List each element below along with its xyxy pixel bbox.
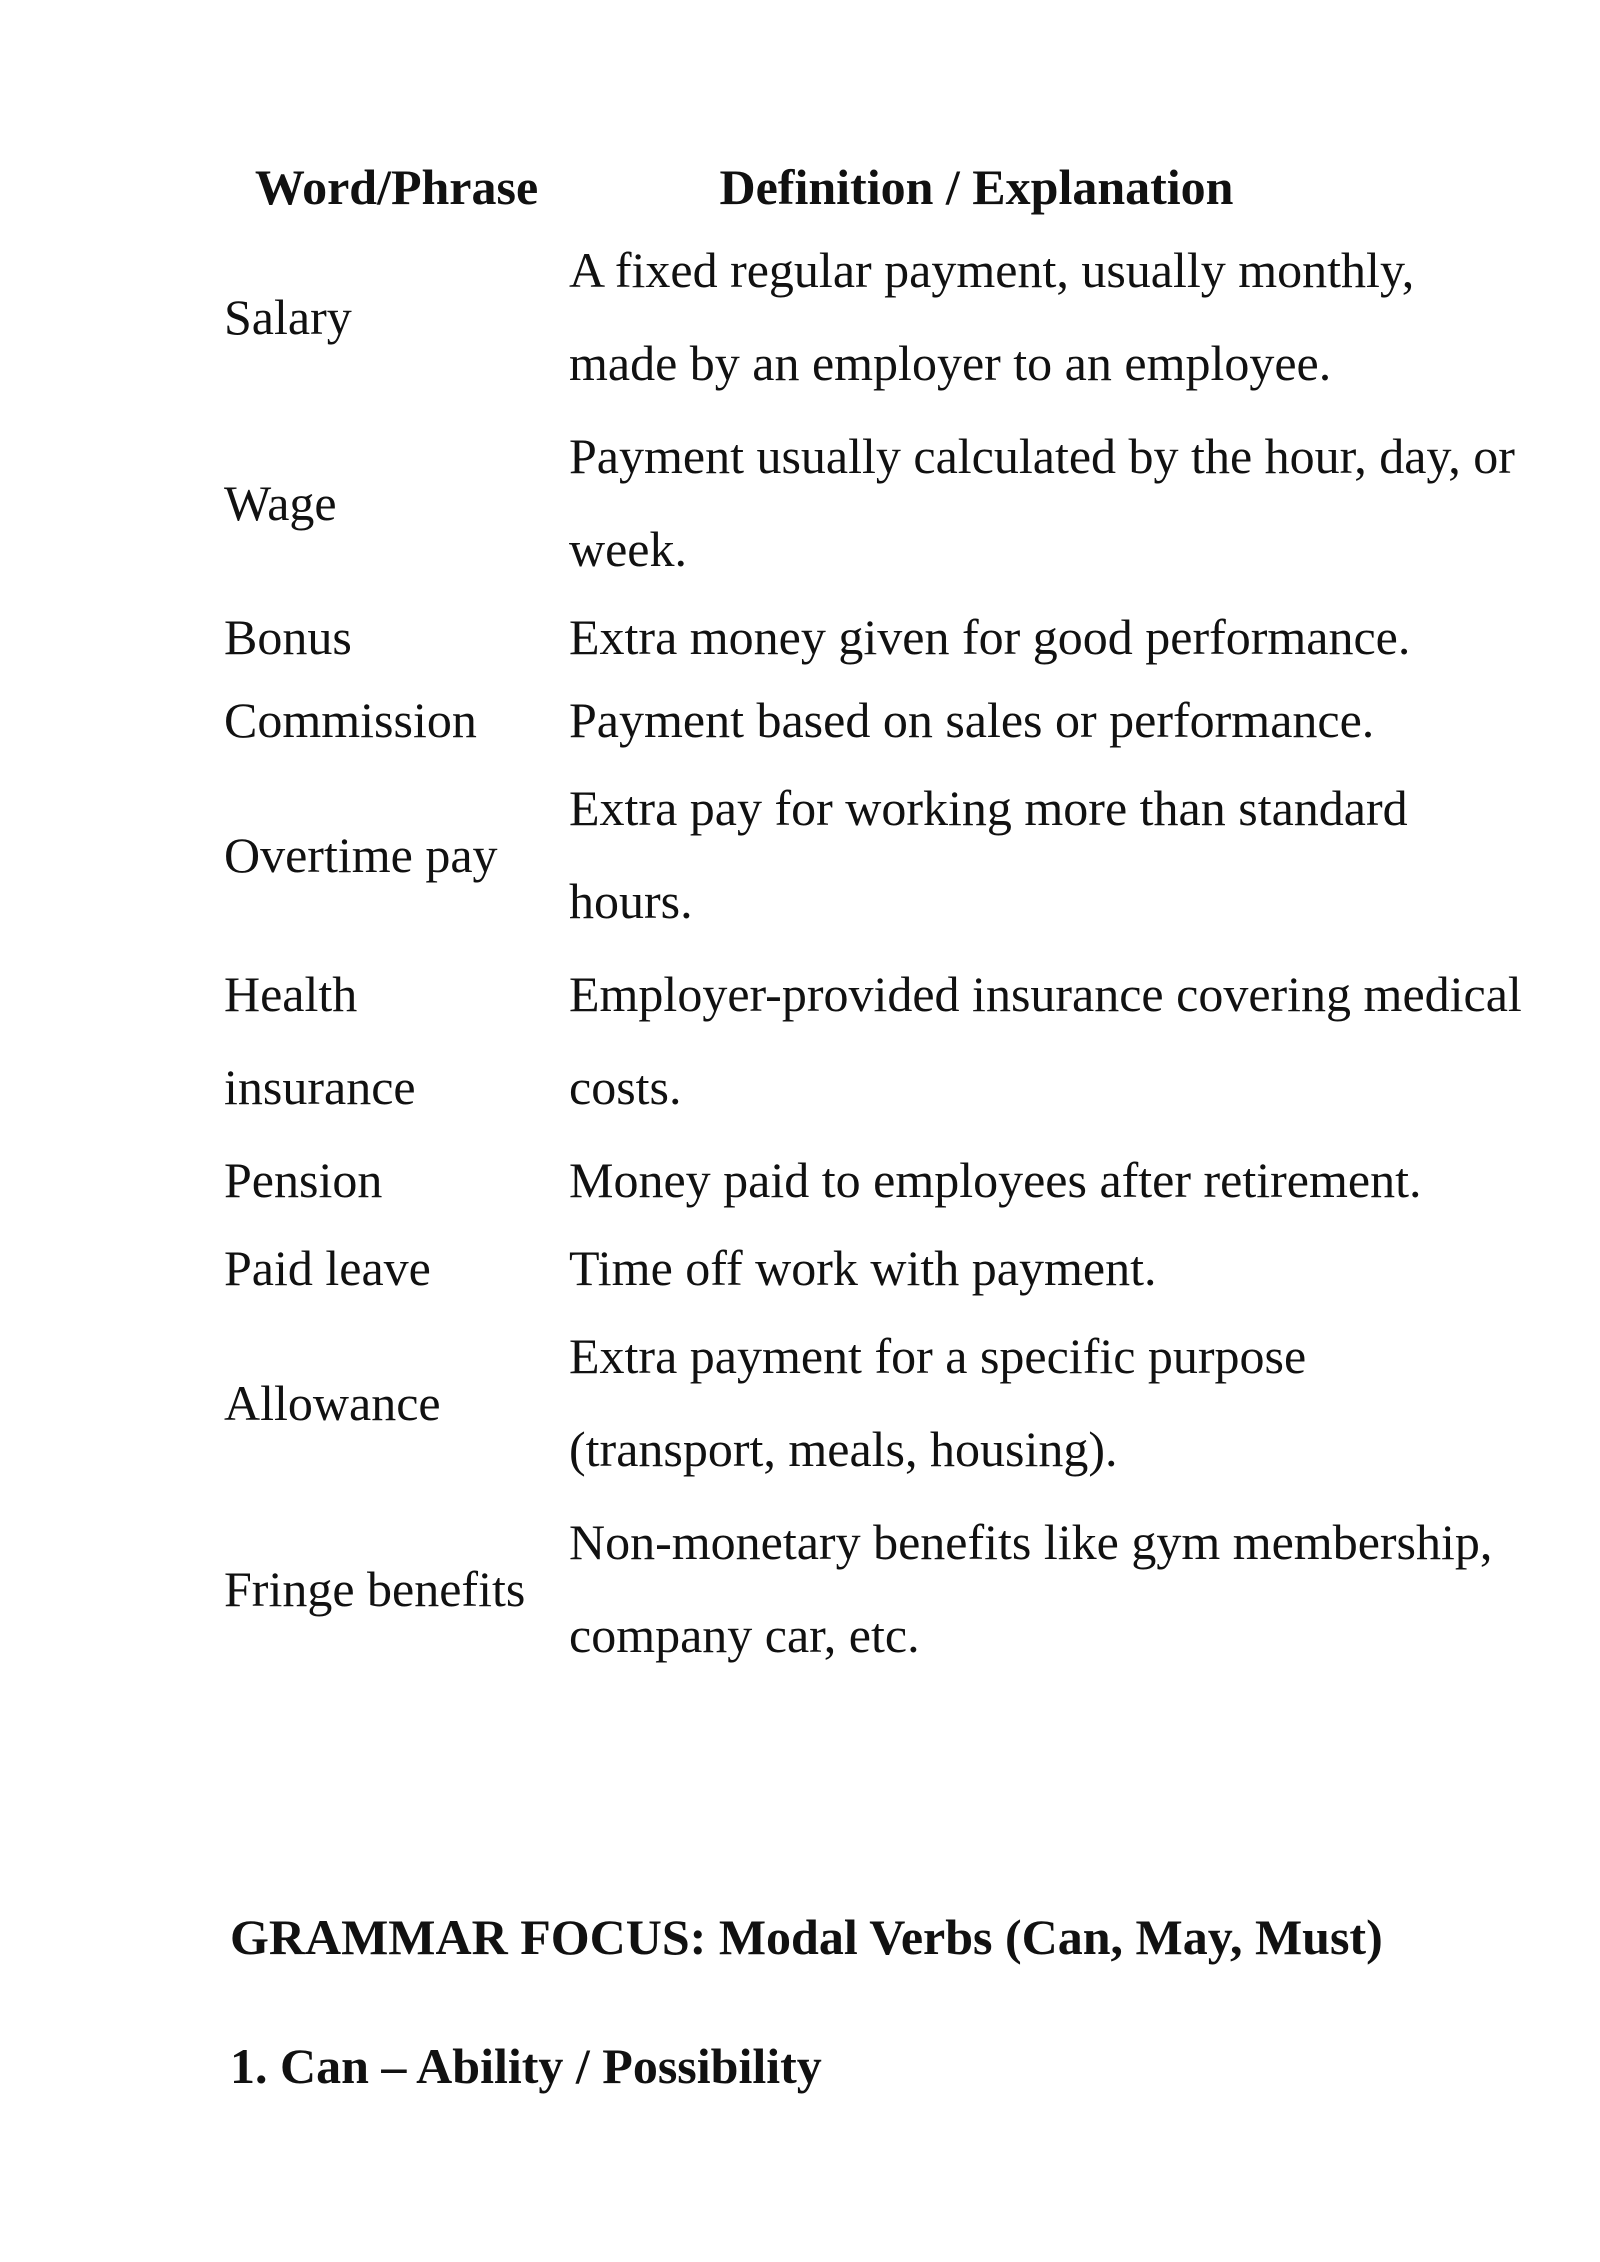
- grammar-focus-heading: GRAMMAR FOCUS: Modal Verbs (Can, May, Must): [230, 1909, 1383, 1965]
- table-row: [224, 1496, 1524, 1682]
- term-cell: Paid leave: [224, 1240, 431, 1296]
- term-cell: Overtime pay: [224, 826, 498, 883]
- definition-cell: Money paid to employees after retirement.: [569, 1152, 1422, 1208]
- vocabulary-table: [224, 150, 1524, 1682]
- definition-cell: A fixed regular payment, usually monthly, made by an employer to an employee.: [569, 242, 1415, 391]
- term-cell: Fringe benefits: [224, 1560, 526, 1617]
- table-row: [224, 1310, 1524, 1496]
- definition-cell: Payment based on sales or performance.: [569, 692, 1375, 748]
- table-row: [224, 596, 1524, 679]
- table-row: [224, 948, 1524, 1134]
- header-word-phrase: Word/Phrase: [254, 159, 539, 215]
- definition-cell: Payment usually calculated by the hour, day, or week.: [569, 428, 1515, 577]
- term-cell: Salary: [224, 288, 352, 345]
- term-cell: Health insurance: [224, 966, 416, 1115]
- table-row: [224, 224, 1524, 410]
- definition-cell: Time off work with payment.: [569, 1240, 1157, 1296]
- definition-cell: Extra payment for a specific purpose (transport, meals, housing).: [569, 1328, 1307, 1477]
- term-cell: Allowance: [224, 1374, 441, 1431]
- header-definition: Definition / Explanation: [719, 159, 1234, 215]
- term-cell: Bonus: [224, 609, 352, 665]
- definition-cell: Non-monetary benefits like gym membership, company car, etc.: [569, 1514, 1493, 1663]
- table-row: [224, 679, 1524, 762]
- definition-cell: Employer-provided insurance covering medical costs.: [569, 966, 1522, 1115]
- table-row: [224, 410, 1524, 596]
- table-row: [224, 762, 1524, 948]
- term-cell: Pension: [224, 1152, 383, 1208]
- table-row: [224, 1227, 1524, 1310]
- table-header-row: [224, 150, 1524, 224]
- term-cell: Commission: [224, 692, 477, 748]
- section-heading-can: 1. Can – Ability / Possibility: [230, 2038, 822, 2094]
- table-row: [224, 1134, 1524, 1227]
- definition-cell: Extra pay for working more than standard hours.: [569, 780, 1408, 929]
- definition-cell: Extra money given for good performance.: [569, 609, 1411, 665]
- term-cell: Wage: [224, 474, 337, 531]
